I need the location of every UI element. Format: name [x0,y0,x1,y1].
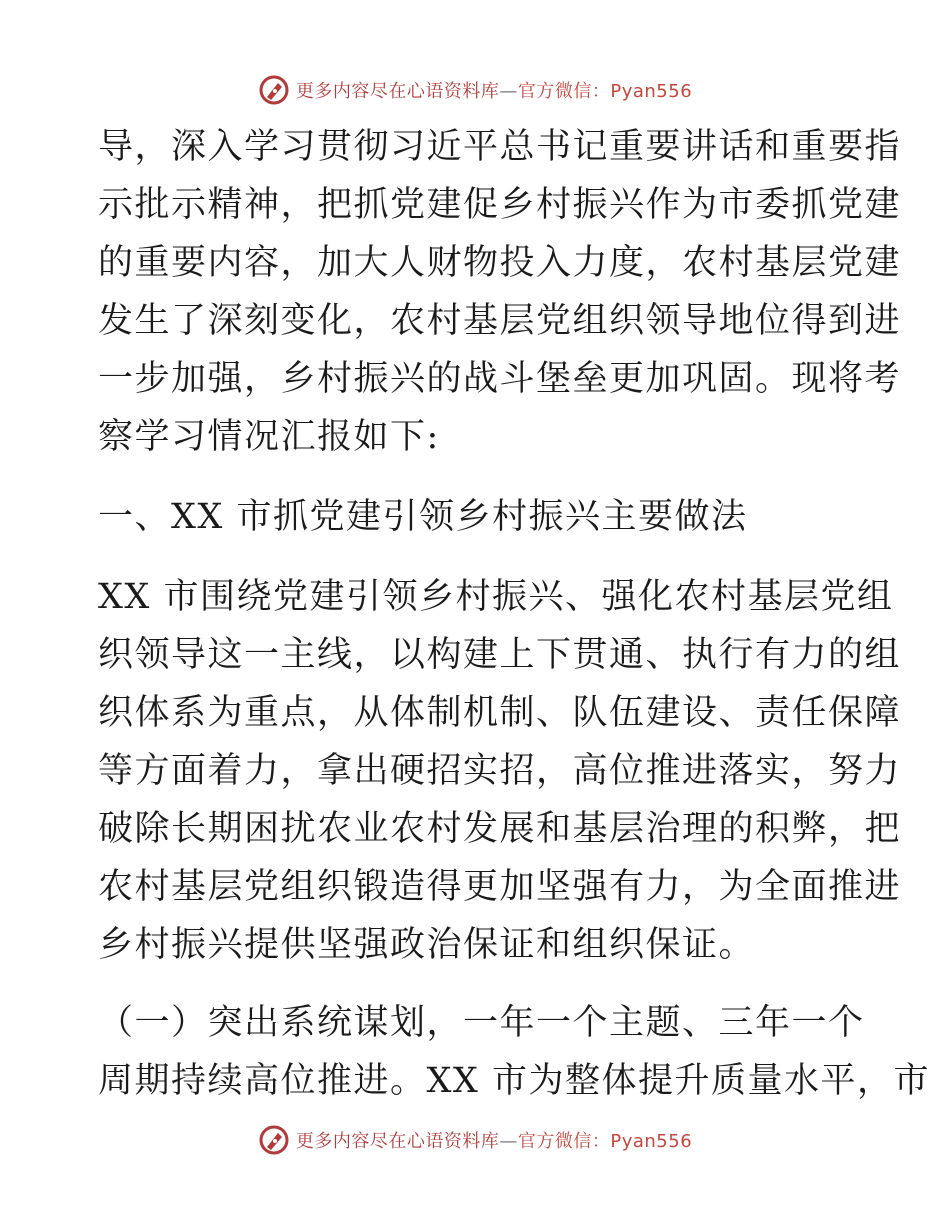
paragraph-main-practice [98,568,902,974]
watermark-text [296,1127,692,1153]
section-heading: 一、XX 市抓党建引领乡村振兴主要做法 [98,497,748,537]
document-body [98,118,930,1110]
watermark-site-name: 更多内容尽在心语资料库 [295,81,500,102]
spacer [98,974,858,994]
watermark-dash: — [499,1131,518,1152]
header-watermark-banner [0,70,950,110]
text-line: 一步加强，乡村振兴的战斗堡垒更加巩固。现将考 [98,359,902,399]
watermark-dash: — [499,81,518,102]
spacer [98,466,858,488]
text-line: XX 市围绕党建引领乡村振兴、强化农村基层党组 [98,577,894,617]
pen-nib-logo-icon [258,1124,290,1156]
watermark-label: 官方微信： [517,1131,611,1152]
spacer [98,546,858,568]
footer-watermark-banner [0,1120,950,1160]
text-line: 乡村振兴提供坚强政治保证和组织保证。 [98,925,756,965]
watermark-label: 官方微信： [517,81,611,102]
watermark-account: Pyan556 [610,81,693,102]
text-line: 的重要内容，加大人财物投入力度，农村基层党建 [98,243,902,283]
text-line: 等方面着力，拿出硬招实招，高位推进落实，努力 [98,751,902,791]
paragraph-subsection-one [98,994,930,1110]
watermark-site-name: 更多内容尽在心语资料库 [295,1131,500,1152]
text-line: 织领导这一主线，以构建上下贯通、执行有力的组 [98,635,902,675]
text-line: 导，深入学习贯彻习近平总书记重要讲话和重要指 [98,127,902,167]
watermark-text [296,77,692,103]
text-line: 察学习情况汇报如下: [98,417,440,457]
text-line: 破除长期困扰农业农村发展和基层治理的积弊，把 [98,809,902,849]
watermark-account: Pyan556 [610,1131,693,1152]
text-line: 发生了深刻变化，农村基层党组织领导地位得到进 [98,301,902,341]
paragraph-intro [98,118,902,466]
text-line: （一）突出系统谋划，一年一个主题、三年一个 [98,1003,865,1043]
text-line: 农村基层党组织锻造得更加坚强有力，为全面推进 [98,867,902,907]
pen-nib-logo-icon [258,74,290,106]
text-line: 织体系为重点，从体制机制、队伍建设、责任保障 [98,693,902,733]
text-line: 示批示精神，把抓党建促乡村振兴作为市委抓党建 [98,185,902,225]
text-line: 周期持续高位推进。XX 市为整体提升质量水平，市 [98,1061,930,1101]
